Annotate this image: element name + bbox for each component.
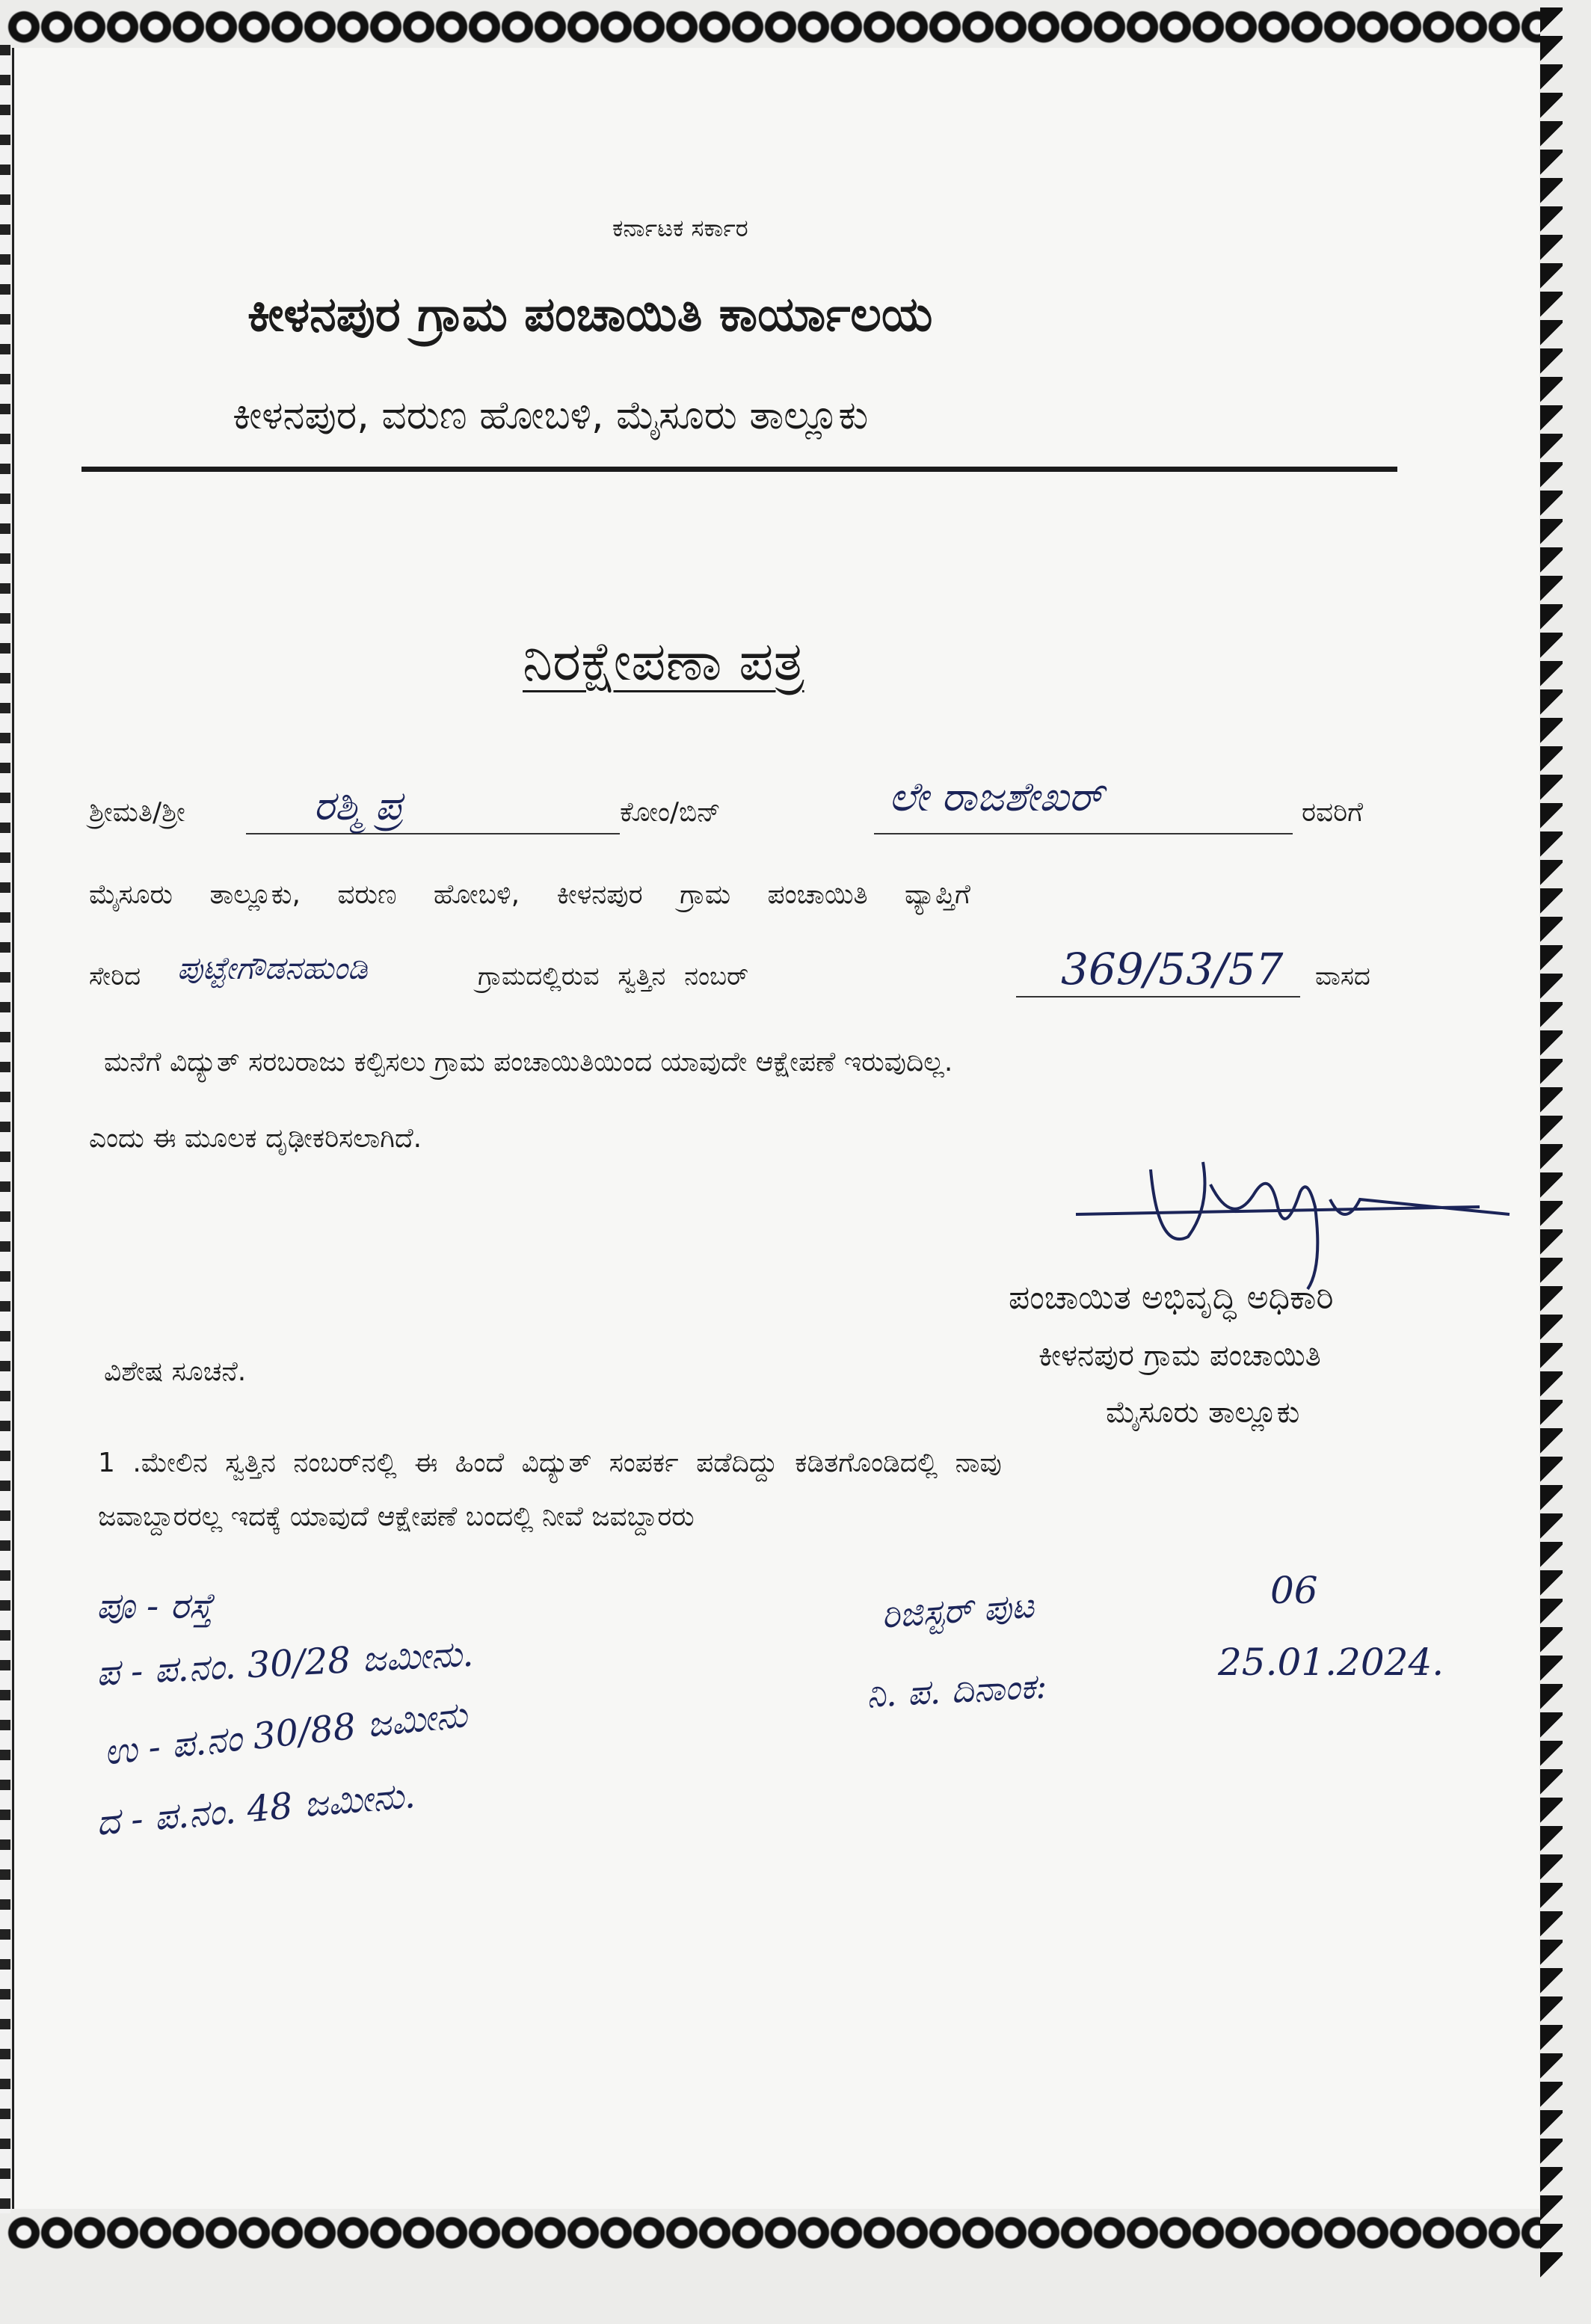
line5-text: ಎಂದು ಈ ಮೂಲಕ ದೃಢೀಕರಿಸಲಾಗಿದೆ. [89, 1123, 422, 1154]
note-line1: 1 .ಮೇಲಿನ ಸ್ವತ್ತಿನ ನಂಬರ್‌ನಲ್ಲಿ ಈ ಹಿಂದೆ ವಿದ್ಯುತ್ ಸಂಪರ್ಕ ಪಡೆದಿದ್ದು ಕಡಿತಗೊಂಡಿದಲ್ಲಿ ನಾವು [98, 1448, 1002, 1478]
applicant-name: ರಶ್ಮಿ ಪ್ರ [313, 782, 403, 829]
signatory-taluk: ಮೈಸೂರು ತಾಲ್ಲೂಕು [1106, 1395, 1300, 1430]
line1-prefix: ಶ್ರೀಮತಿ/ಶ್ರೀ [89, 797, 185, 828]
decorative-border-right [1540, 7, 1573, 2281]
certificate-date: 25.01.2024. [1218, 1641, 1444, 1684]
register-number: 06 [1270, 1569, 1318, 1612]
name-fill-line [246, 833, 620, 834]
office-heading: ಕೀಳನಪುರ ಗ್ರಾಮ ಪಂಚಾಯಿತಿ ಕಾರ್ಯಾಲಯ [247, 287, 933, 342]
signatory-office: ಕೀಳನಪುರ ಗ್ರಾಮ ಪಂಚಾಯಿತಿ [1038, 1338, 1321, 1373]
office-address: ಕೀಳನಪುರ, ವರುಣ ಹೋಬಳಿ, ಮೈಸೂರು ತಾಲ್ಲೂಕು [233, 393, 869, 438]
line3-mid: ಗ್ರಾಮದಲ್ಲಿರುವ ಸ್ವತ್ತಿನ ನಂಬರ್ [478, 962, 749, 992]
boundary-north: ಉ - ಪ.ನಂ 30/88 ಜಮೀನು [102, 1694, 470, 1774]
decorative-border-left [0, 45, 10, 2213]
boundary-south: ದ - ಪ.ನಂ. 48 ಜಮೀನು. [94, 1774, 417, 1844]
note-heading: ವಿಶೇಷ ಸೂಚನೆ. [104, 1356, 247, 1387]
line3-suffix: ವಾಸದ [1315, 962, 1370, 992]
father-name: ಲೇ ರಾಜಶೇಖರ್ [889, 773, 1104, 820]
line2-text: ಮೈಸೂರು ತಾಲ್ಲೂಕು, ವರುಣ ಹೋಬಳಿ, ಕೀಳನಪುರ ಗ್ರಾಮ ಪಂಚಾಯಿತಿ ವ್ಯಾಪ್ತಿಗೆ [89, 879, 970, 910]
line4-text: ಮನೆಗೆ ವಿದ್ಯುತ್ ಸರಬರಾಜು ಕಲ್ಪಿಸಲು ಗ್ರಾಮ ಪಂಚಾಯಿತಿಯಿಂದ ಯಾವುದೇ ಆಕ್ಷೇಪಣೆ ಇರುವುದಿಲ್ಲ. [104, 1047, 953, 1078]
property-number: 369/53/57 [1061, 944, 1284, 995]
officer-signature [1061, 1125, 1524, 1297]
note-line2: ಜವಾಬ್ದಾರರಲ್ಲ ಇದಕ್ಕೆ ಯಾವುದೆ ಆಕ್ಷೇಪಣೆ ಬಂದಲ್ಲಿ ನೀವೆ ಜವಬ್ದಾರರು [98, 1501, 695, 1532]
boundary-west: ಪ - ಪ.ನಂ. 30/28 ಜಮೀನು. [95, 1632, 475, 1694]
date-label: ನಿ. ಪ. ದಿನಾಂಕ: [865, 1665, 1048, 1715]
government-label: ಕರ್ನಾಟಕ ಸರ್ಕಾರ [612, 214, 748, 242]
property-fill-line [1016, 996, 1300, 997]
father-fill-line [874, 833, 1293, 834]
document-title: ನಿರಕ್ಷೇಪಣಾ ಪತ್ರ [523, 630, 804, 692]
header-rule [81, 467, 1397, 472]
boundary-east: ಪೂ - ರಸ್ತೆ [96, 1585, 213, 1627]
decorative-border-bottom [7, 2212, 1540, 2254]
line1-suffix: ರವರಿಗೆ [1302, 797, 1364, 828]
line1-mid: ಕೋಂ/ಬಿನ್ [620, 797, 721, 828]
village-name: ಪುಟ್ಟೇಗೌಡನಹುಂಡಿ [177, 950, 368, 986]
signatory-designation: ಪಂಚಾಯಿತ ಅಭಿವೃದ್ಧಿ ಅಧಿಕಾರಿ [1009, 1279, 1334, 1317]
register-label: ರಿಜಿಸ್ಟರ್ ಪುಟ [880, 1584, 1035, 1636]
decorative-border-top [7, 6, 1540, 48]
certificate-sheet [12, 48, 1539, 2209]
line3-prefix: ಸೇರಿದ [89, 962, 141, 992]
